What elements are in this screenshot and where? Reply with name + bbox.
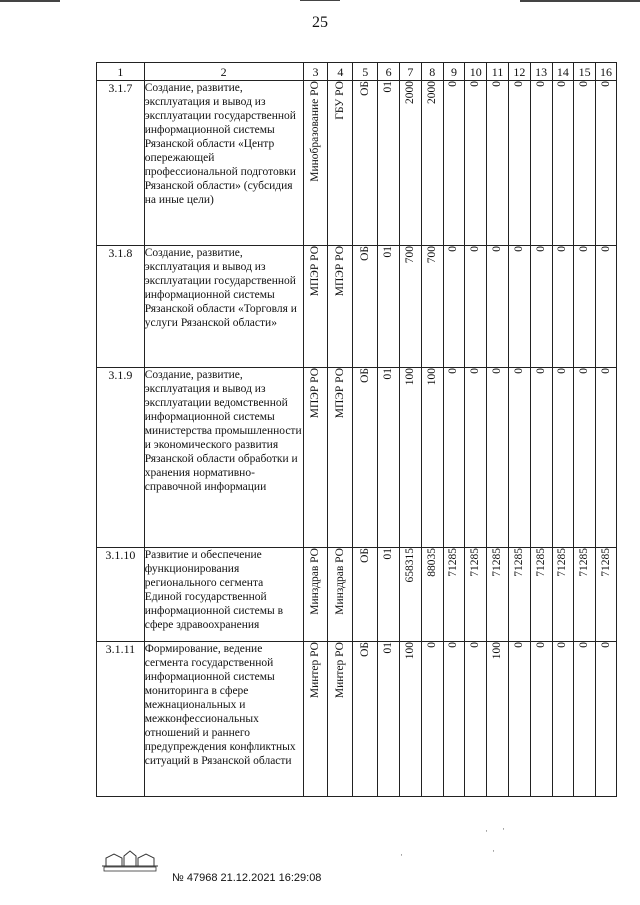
value-cell: 0: [530, 368, 552, 548]
code-cell: 01: [378, 368, 400, 548]
value-cell: 71285: [508, 548, 530, 642]
executor-cell: МПЭР РО: [328, 246, 353, 368]
value-cell: 71285: [596, 548, 617, 642]
value-cell: 0: [530, 246, 552, 368]
value-cell: 0: [530, 81, 552, 246]
scan-speck: ·: [492, 846, 495, 856]
value-cell: 0: [487, 368, 509, 548]
value-cell: 0: [596, 246, 617, 368]
value-cell: 71285: [487, 548, 509, 642]
row-code: 3.1.9: [97, 368, 145, 548]
header-cell: 2: [144, 63, 303, 81]
value-cell: 0: [574, 246, 596, 368]
value-cell: 71285: [465, 548, 487, 642]
row-name: Развитие и обеспечение функционирования регионального сегмента Единой государственной информационной системы в сфере здравоохранения: [144, 548, 303, 642]
row-name: Создание, развитие, эксплуатация и вывод из эксплуатации государственной информационной системы Рязанской области «Центр опережающей профессиональной подготовки Рязанской области» (субсидия на иные цели): [144, 81, 303, 246]
value-cell: 2000: [421, 81, 443, 246]
header-cell: 11: [487, 63, 509, 81]
scan-speck: ·: [400, 850, 403, 860]
header-cell: 12: [508, 63, 530, 81]
registry-logo-icon: [100, 848, 160, 872]
row-name: Создание, развитие, эксплуатация и вывод из эксплуатации ведомственной информационной системы министерства промышленности и экономического развития Рязанской области обработки и хранения нормативно-справочной информации: [144, 368, 303, 548]
scan-speck: ·: [502, 824, 505, 834]
value-cell: 0: [552, 246, 574, 368]
header-cell: 8: [421, 63, 443, 81]
value-cell: 71285: [552, 548, 574, 642]
value-cell: 0: [465, 368, 487, 548]
value-cell: 658315: [400, 548, 422, 642]
row-name: Создание, развитие, эксплуатация и вывод из эксплуатации государственной информационной системы Рязанской области «Торговля и услуги Рязанской области»: [144, 246, 303, 368]
source-cell: ОБ: [353, 246, 378, 368]
value-cell: 0: [552, 368, 574, 548]
header-cell: 9: [443, 63, 465, 81]
responsible-cell: Минобразование РО: [303, 81, 328, 246]
source-cell: ОБ: [353, 548, 378, 642]
value-cell: 0: [443, 368, 465, 548]
scan-speck: ·: [485, 826, 488, 836]
row-code: 3.1.11: [97, 642, 145, 797]
header-cell: 13: [530, 63, 552, 81]
value-cell: 0: [552, 81, 574, 246]
responsible-cell: МПЭР РО: [303, 368, 328, 548]
header-cell: 4: [328, 63, 353, 81]
scan-artifact: [0, 0, 60, 2]
header-cell: 5: [353, 63, 378, 81]
executor-cell: МПЭР РО: [328, 368, 353, 548]
code-cell: 01: [378, 81, 400, 246]
header-cell: 16: [596, 63, 617, 81]
value-cell: 0: [508, 368, 530, 548]
table-row: [97, 642, 617, 797]
value-cell: 0: [465, 642, 487, 797]
value-cell: 71285: [530, 548, 552, 642]
header-cell: 7: [400, 63, 422, 81]
value-cell: 0: [421, 642, 443, 797]
table-row: [97, 81, 617, 246]
registration-stamp: № 47968 21.12.2021 16:29:08: [172, 872, 322, 884]
source-cell: ОБ: [353, 642, 378, 797]
value-cell: 700: [400, 246, 422, 368]
value-cell: 0: [596, 81, 617, 246]
table-row: [97, 246, 617, 368]
executor-cell: Минздрав РО: [328, 548, 353, 642]
value-cell: 0: [596, 642, 617, 797]
value-cell: 0: [443, 81, 465, 246]
table-row: [97, 368, 617, 548]
value-cell: 0: [465, 246, 487, 368]
responsible-cell: Минздрав РО: [303, 548, 328, 642]
value-cell: 0: [574, 81, 596, 246]
header-cell: 1: [97, 63, 145, 81]
value-cell: 0: [487, 81, 509, 246]
value-cell: 0: [508, 81, 530, 246]
row-code: 3.1.7: [97, 81, 145, 246]
value-cell: 2000: [400, 81, 422, 246]
source-cell: ОБ: [353, 81, 378, 246]
value-cell: 0: [574, 368, 596, 548]
value-cell: 88035: [421, 548, 443, 642]
value-cell: 0: [530, 642, 552, 797]
value-cell: 0: [574, 642, 596, 797]
value-cell: 0: [487, 246, 509, 368]
row-code: 3.1.10: [97, 548, 145, 642]
header-cell: 10: [465, 63, 487, 81]
header-row: [97, 63, 617, 81]
value-cell: 0: [596, 368, 617, 548]
header-cell: 15: [574, 63, 596, 81]
table-row: [97, 548, 617, 642]
page-number: 25: [312, 14, 328, 31]
source-cell: ОБ: [353, 368, 378, 548]
value-cell: 0: [443, 246, 465, 368]
responsible-cell: Минтер РО: [303, 642, 328, 797]
executor-cell: ГБУ РО: [328, 81, 353, 246]
value-cell: 100: [487, 642, 509, 797]
value-cell: 100: [400, 642, 422, 797]
header-cell: 3: [303, 63, 328, 81]
executor-cell: Минтер РО: [328, 642, 353, 797]
value-cell: 100: [421, 368, 443, 548]
header-cell: 14: [552, 63, 574, 81]
scan-artifact: [300, 0, 340, 1]
value-cell: 0: [508, 642, 530, 797]
value-cell: 0: [465, 81, 487, 246]
code-cell: 01: [378, 246, 400, 368]
header-cell: 6: [378, 63, 400, 81]
row-code: 3.1.8: [97, 246, 145, 368]
row-name: Формирование, ведение сегмента государственной информационной системы мониторинга в сфере межнациональных и межконфессиональных отношений и раннего предупреждения конфликтных ситуаций в Рязанской области: [144, 642, 303, 797]
code-cell: 01: [378, 548, 400, 642]
value-cell: 700: [421, 246, 443, 368]
value-cell: 71285: [443, 548, 465, 642]
value-cell: 71285: [574, 548, 596, 642]
value-cell: 100: [400, 368, 422, 548]
scan-artifact: [520, 0, 640, 2]
value-cell: 0: [508, 246, 530, 368]
budget-table: [96, 62, 617, 797]
code-cell: 01: [378, 642, 400, 797]
value-cell: 0: [443, 642, 465, 797]
responsible-cell: МПЭР РО: [303, 246, 328, 368]
value-cell: 0: [552, 642, 574, 797]
